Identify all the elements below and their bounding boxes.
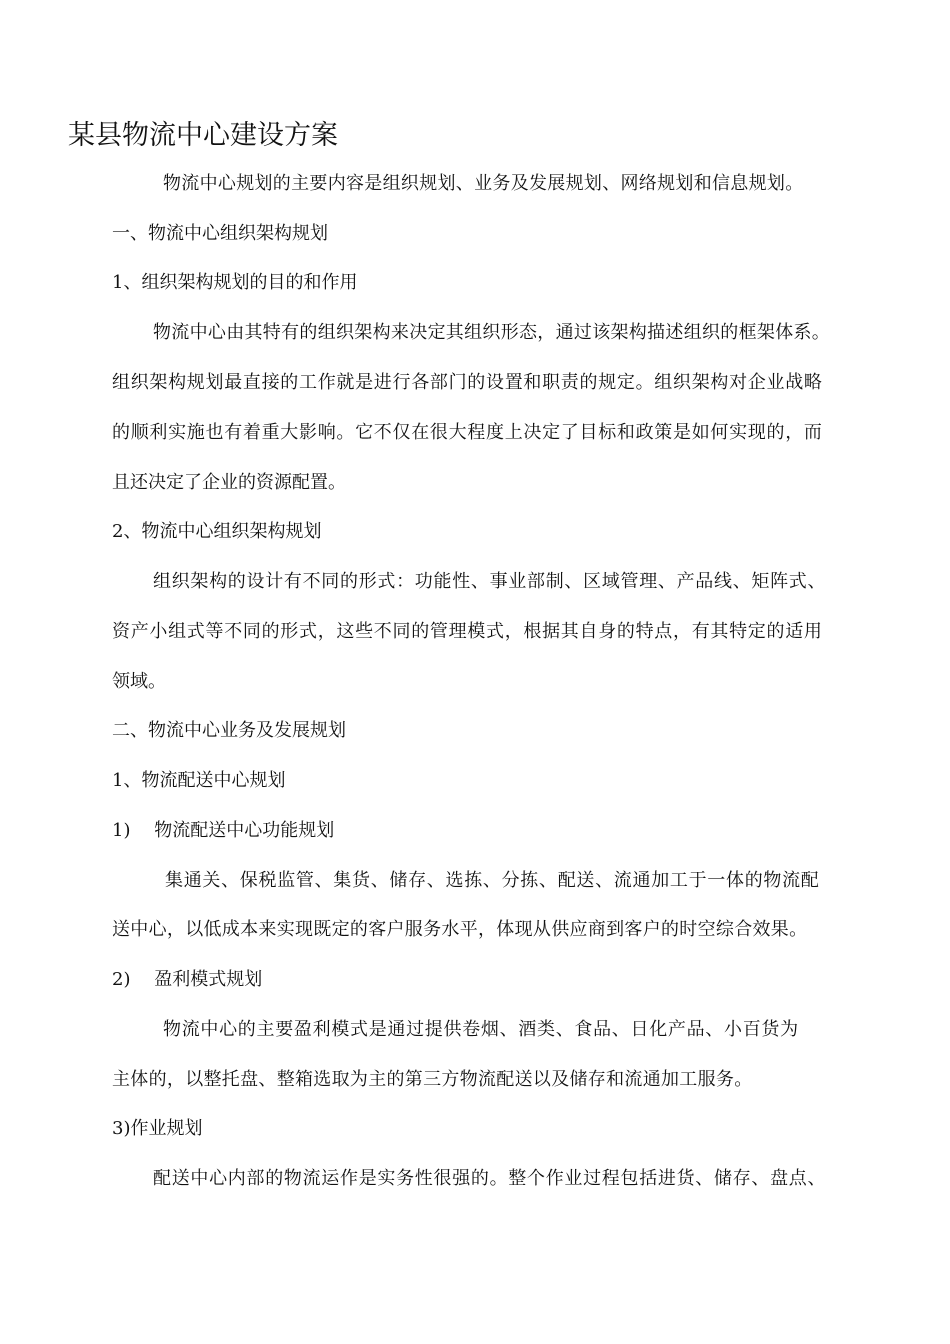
section-heading-1: 一、物流中心组织架构规划 <box>112 223 328 244</box>
paragraph-line: 物流中心由其特有的组织架构来决定其组织形态，通过该架构描述组织的框架体系。 <box>153 322 831 343</box>
item-heading-3: 3)作业规划 <box>112 1118 203 1139</box>
paragraph-line: 且还决定了企业的资源配置。 <box>112 472 346 493</box>
paragraph-line: 领域。 <box>112 671 166 692</box>
item-heading-1: 1) 物流配送中心功能规划 <box>112 820 335 841</box>
section-heading-2: 二、物流中心业务及发展规划 <box>112 720 346 741</box>
paragraph-line: 主体的，以整托盘、整箱选取为主的第三方物流配送以及储存和流通加工服务。 <box>112 1069 753 1090</box>
paragraph-line: 组织架构的设计有不同的形式：功能性、事业部制、区域管理、产品线、矩阵式、 <box>153 571 827 592</box>
subsection-heading-2-1: 1、物流配送中心规划 <box>112 770 286 791</box>
item-heading-2: 2) 盈利模式规划 <box>112 969 263 990</box>
subsection-heading-1-2: 2、物流中心组织架构规划 <box>112 521 322 542</box>
subsection-heading-1-1: 1、组织架构规划的目的和作用 <box>112 272 358 293</box>
paragraph-line: 的顺利实施也有着重大影响。它不仅在很大程度上决定了目标和政策是如何实现的，而 <box>112 422 823 443</box>
paragraph-line: 送中心，以低成本来实现既定的客户服务水平，体现从供应商到客户的时空综合效果。 <box>112 919 808 940</box>
paragraph-line: 集通关、保税监管、集货、储存、选拣、分拣、配送、流通加工于一体的物流配 <box>165 870 820 891</box>
paragraph-line: 配送中心内部的物流运作是实务性很强的。整个作业过程包括进货、储存、盘点、 <box>153 1168 827 1189</box>
paragraph-line: 资产小组式等不同的形式，这些不同的管理模式，根据其自身的特点，有其特定的适用 <box>112 621 823 642</box>
intro-paragraph: 物流中心规划的主要内容是组织规划、业务及发展规划、网络规划和信息规划。 <box>163 173 804 194</box>
paragraph-line: 组织架构规划最直接的工作就是进行各部门的设置和职责的规定。组织架构对企业战略 <box>112 372 823 393</box>
page-title: 某县物流中心建设方案 <box>68 120 338 151</box>
paragraph-line: 物流中心的主要盈利模式是通过提供卷烟、酒类、食品、日化产品、小百货为 <box>163 1019 799 1040</box>
